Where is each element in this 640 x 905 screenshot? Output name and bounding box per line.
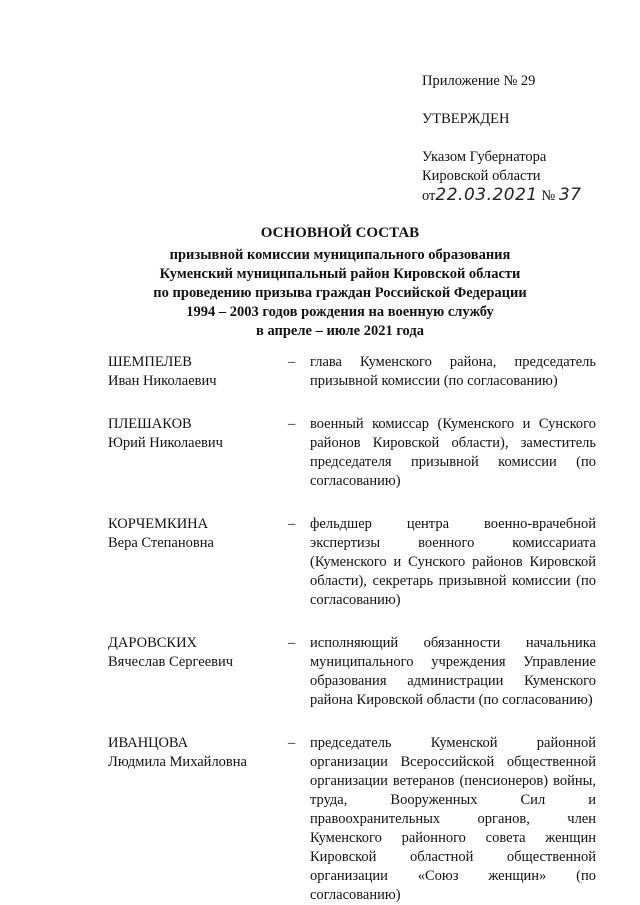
number-prefix: № (541, 188, 556, 204)
member-role: военный комиссар (Куменского и Сунского районов Кировской области), заместитель председателя призывной комиссии (по согласованию) (310, 416, 596, 489)
member-surname: ИВАНЦОВА (108, 735, 189, 751)
appendix-number: Приложение № 29 (422, 73, 536, 89)
member-entry (108, 415, 596, 491)
member-entry (108, 634, 596, 710)
member-given-name: Вера Степановна (108, 535, 214, 551)
member-dash: – (288, 635, 296, 651)
member-role: председатель Куменской районной организации Всероссийской общественной организации ветеранов (пенсионеров) войны, труда, Вооруженных Сил и правоохранительных органов, член Куменского районного совета женщин Кировской областной общественной организации «Союз женщин» (по согласованию) (310, 735, 596, 903)
member-entry (108, 734, 596, 905)
member-role: глава Куменского района, председатель призывной комиссии (по согласованию) (310, 354, 596, 389)
decree-date-line (422, 186, 622, 206)
title-line-1: призывной комиссии муниципального образования (169, 247, 511, 263)
date-prefix: от (422, 188, 436, 204)
approved-stamp-text: УТВЕРЖДЕН (422, 111, 510, 127)
member-name (108, 415, 288, 491)
title-line-3: по проведению призыва граждан Российской Федерации (153, 285, 527, 301)
member-role: фельдшер центра военно-врачебной экспертизы военного комиссариата (Куменского и Сунского районов Кировской области), секретарь призывной комиссии (по согласованию) (310, 516, 596, 608)
member-dash: – (288, 735, 296, 751)
title-line-4: 1994 – 2003 годов рождения на военную службу (186, 304, 494, 320)
title-main: ОСНОВНОЙ СОСТАВ (260, 225, 420, 241)
member-given-name: Иван Николаевич (108, 373, 217, 389)
decree-line-1: Указом Губернатора (422, 149, 547, 165)
member-name (108, 734, 288, 905)
title-line-2: Куменский муниципальный район Кировской области (159, 266, 521, 282)
member-given-name: Вячеслав Сергеевич (108, 654, 234, 670)
member-entry (108, 353, 596, 391)
handwritten-date: 22.03.2021 (435, 185, 538, 205)
member-surname: ШЕМПЕЛЕВ (108, 354, 192, 370)
member-surname: ДАРОВСКИХ (108, 635, 198, 651)
approval-block (422, 72, 622, 206)
member-entry (108, 515, 596, 610)
member-name (108, 353, 288, 391)
member-surname: ПЛЕШАКОВ (108, 416, 192, 432)
handwritten-number: 37 (558, 185, 582, 205)
member-dash: – (288, 354, 296, 370)
member-name (108, 634, 288, 710)
title-line-5: в апреле – июле 2021 года (256, 323, 424, 339)
member-name (108, 515, 288, 610)
member-given-name: Людмила Михайловна (108, 754, 247, 770)
document-title (60, 224, 620, 341)
commission-members-list (108, 353, 596, 905)
decree-line-2: Кировской области (422, 168, 541, 184)
member-given-name: Юрий Николаевич (108, 435, 223, 451)
member-dash: – (288, 416, 296, 432)
member-dash: – (288, 516, 296, 532)
member-surname: КОРЧЕМКИНА (108, 516, 209, 532)
member-role: исполняющий обязанности начальника муниципального учреждения Управление образования администрации Куменского района Кировской области (по согласованию) (310, 635, 596, 708)
